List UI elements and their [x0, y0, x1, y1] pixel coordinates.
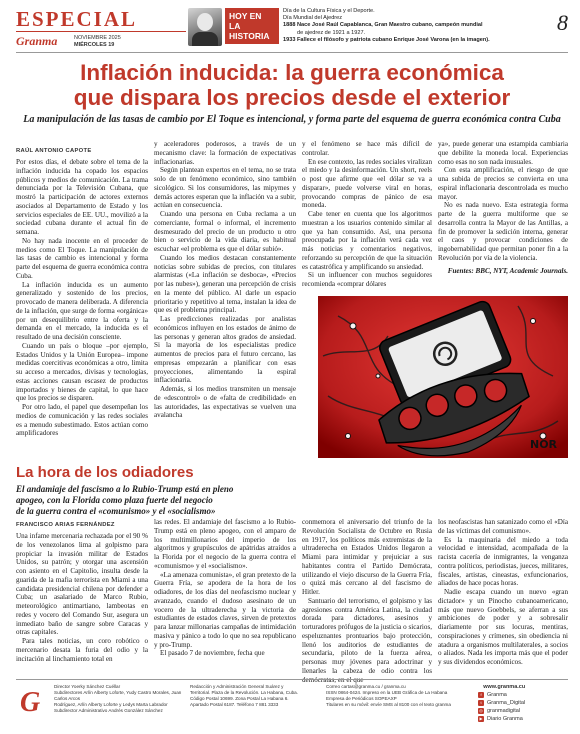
header-divider — [16, 52, 568, 53]
article-author: RAÚL ANTONIO CAPOTE — [16, 148, 92, 154]
paragraph: conmemora el aniversario del triunfo de la Revolución Socialista de Octubre en Rusia en 1917, los políticos más extremistas de la ultraderecha en Estados Unidos llegaron a Miami para intimidar y prejuiciar a sus habitantes contra el Partido Demócrata, utilizando el viejo discurso de la Guerra Fría, o quizá más cercano al del fascismo de Hitler. — [302, 518, 432, 596]
dek-line: de la guerra contra el «comunismo» y el «socialismo» — [16, 506, 216, 516]
paragraph: La inflación inducida es un aumento generalizado y sostenido de los precios, provocado de manera deliberada. A diferencia de la inflación, que surge de forma «orgánica» por un desequilibrio entre la oferta y la demanda en el mercado, la inducida es el resultado de una decisión consciente. — [16, 280, 148, 341]
history-event: 1888 Nace José Raúl Capablanca, Gran Maestro cubano, campeón mundial — [283, 22, 483, 29]
social-instagram[interactable] — [478, 707, 525, 715]
footer-staff — [54, 684, 184, 714]
facebook-icon: f — [478, 692, 484, 698]
social-label: Diario Granma — [487, 716, 523, 722]
article1-column-4 — [438, 140, 568, 275]
paragraph: Cuando los medios destacan constantemente noticias sobre subidas de precios, con titulares alarmistas («La inflación se desboca», «Precios por las nubes»), generan una percepción de crisis en la mente del público. Al darle un espacio prioritario y repetitivo al tema, instalan la idea de que es el problema principal. — [154, 253, 296, 315]
paragraph: Cabe tener en cuenta que los algoritmos muestran a los usuarios contenido similar al que ya han consumido. Así, una persona preocupada por la inflación verá cada vez más noticias y comentarios negativos, reforzando su percepción de que la situación es catastrófica y amplificando su ansiedad. — [302, 210, 432, 271]
article-headline — [16, 60, 568, 110]
social-links — [478, 683, 525, 723]
footer-line: Subdirectores Arlín Alberty Loforte, Yudy Castro Morales, Juan Carlos Arcos — [54, 690, 182, 701]
history-event: 1933 Fallece el filósofo y patriota cubano Enrique José Varona (en la imagen). — [283, 36, 490, 43]
youtube-icon: ▶ — [479, 716, 483, 721]
paragraph: Cuando una persona en Cuba reclama a un comerciante, formal o informal, el incremento desmesurado del precio de un producto u otro bien o servicio de la vida diaria, es habitual escuchar «el problema es que el dólar subió». — [154, 210, 296, 253]
social-label: granmadigital — [487, 708, 521, 714]
article2-column-1 — [16, 532, 148, 663]
paragraph: Santuario del terrorismo, el golpismo y las agresiones contra América Latina, la ciudad dorada para dictadores, asesinos y torturadores prófugos de la justicia o sicarios, espeluznantes prontuarios bajo protección, llenó los auditorios de estudiantes de secundaria, piloto de la fuerza aérea, personas muy jóvenes para adoctrinar y llenarles la cabeza de odio contra los demócratas, en el que — [302, 596, 432, 684]
paragraph: Con esta amplificación, el riesgo de que una subida de precios se convierta en una espiral inflacionaria descontrolada es mucho mayor. — [438, 166, 568, 201]
twitter-icon: t — [478, 700, 484, 706]
paragraph: Las predicciones realizadas por analistas económicos influyen en los estados de ánimo de las personas y generan altos grados de ansiedad. Si la mayoría de los especialistas predice aumentos de precios para el futuro cercano, las empresas empezarán a planificar con esas proyecciones, alimentando la espiral inflacionaria. — [154, 315, 296, 385]
dek-line: apogeo, con la Florida como plaza fuerte del negocio — [16, 495, 213, 505]
footer-line: Empresa de Periódicos SOPEAXP — [326, 696, 397, 701]
brass-knuckles-phone-illustration — [318, 296, 568, 458]
section-title: ESPECIAL — [16, 7, 138, 31]
page-number: 8 — [557, 10, 568, 35]
paragraph: Es la maquinaria del miedo a toda velocidad e intensidad, acompañada de la racista cacería de inmigrantes, la venganza contra políticos, periodistas, jueces, militares, fiscales, artistas, cineastas, exfuncionarios, aliados de hace pocas horas. — [438, 535, 568, 588]
footer-line: Territorial. Plaza de la Revolución. La Habana, Cuba. — [190, 690, 299, 695]
history-event: de ajedrez de 1921 a 1927. — [297, 29, 366, 36]
footer-line: Código Postal 10699. Zona Postal La Habana 6. — [190, 696, 289, 701]
paragraph: En ese contexto, las redes sociales viralizan el miedo y la desinformación. Un short, reels o post que afirme que «el dólar se va a disparar», puede volverse viral en horas, provocando compras de pánico de esa moneda. — [302, 157, 432, 210]
issue-month: NOVIEMBRE 2025 — [74, 35, 121, 41]
paragraph: Además, si los medios transmiten un mensaje de «descontrol» o de «falta de credibilidad» en las autoridades, las expectativas se vuelven una avalancha — [154, 385, 296, 420]
masthead-info — [16, 31, 186, 49]
granma-logo: Granma — [16, 34, 58, 48]
footer-line: Rodríguez, Arlín Alberty Loforte y Ledys Marta Labrador — [54, 702, 168, 707]
masthead — [16, 8, 186, 49]
hoy-label-line1: HOY EN LA — [229, 11, 262, 31]
paragraph: y aceleradores poderosos, a través de un mecanismo clave: la formación de expectativas inflacionarias. — [154, 140, 296, 166]
footer-line: ISSN 0864-0424. Impreso en la UEB Gráfica de La Habana — [326, 690, 448, 695]
history-events — [283, 8, 533, 44]
history-event: Día Mundial del Ajedrez — [283, 15, 343, 22]
footer-line: Apartado Postal 6187. Teléfono 7 881 3333 — [190, 702, 279, 707]
paragraph: los neofascistas han satanizado como el «Día de las víctimas del comunismo». — [438, 518, 568, 535]
article1-column-2 — [154, 140, 296, 420]
paragraph: Una infame mercenaria rechazada por el 90 % de los venezolanos lima al golpismo para propiciar la invasión militar de Estados Unidos, su patrón; y otorgar una ascensión con asiento en el Capitolio, insulta desde la guarida de la mafia terrorista en Miami a una candidata presidencial chilena por defender a Cuba; un asalariado de Marco Rubio, meteorológico antimartiano, lambeotas en redes y vocero del Comando Sur, asegura un inmediato baño de sangre sobre Caracas y otras capitales. — [16, 532, 148, 637]
paragraph: Por otro lado, el papel que desempeñan los medios de comunicación y las redes sociales es a menudo subestimado. Estos actúan como amplificadores — [16, 403, 148, 438]
paragraph: Nadie escapa cuando un nuevo «gran dictador» y un Pinocho cubanoamericano, más que nuevo Goebbels, se aferran a sus ambiciones de poder y a sobresalir diariamente por sus locuras, mentiras, conspiraciones y crímenes, sin obediencia ni atadura a organismos multilaterales, a socios o aliados. Nada les importa más que el poder y sus dividendos económicos. — [438, 588, 568, 666]
social-label: Granma — [487, 692, 507, 698]
paragraph: Según plantean expertos en el tema, no se trata solo de un fenómeno económico, sino también sicológico. Si los consumidores, las mipymes y demás actores esperan que la inflación va a subir, actúan en consecuencia. — [154, 166, 296, 210]
social-label: Granma_Digital — [487, 700, 526, 706]
headline-line2: que dispara los precios desde el exterior — [73, 85, 511, 110]
issue-date — [74, 35, 121, 49]
article-subheadline: La manipulación de las tasas de cambio por El Toque es intencional, y forma parte del esquema de guerra económica contra Cuba — [23, 114, 561, 125]
article1-column-1 — [16, 158, 148, 438]
paragraph: Cuando un país o bloque –por ejemplo, Estados Unidos y la Unión Europea– impone medidas coercitivas económicas a otro, limita su acceso a mercados, divisas y tecnologías, estas acciones causan escasez de productos importados y bienes de capital, lo que hace que los precios se disparen. — [16, 341, 148, 403]
headline-line1: Inflación inducida: la guerra económica — [80, 60, 504, 85]
paragraph: ya», puede generar una estampida cambiaria que debilite la moneda local. Experiencias como esas no son nada inusuales. — [438, 140, 568, 166]
footer-address — [190, 684, 320, 708]
granma-footer-logo: G — [20, 687, 41, 718]
paragraph: El pasado 7 de noviembre, fecha que — [160, 649, 265, 658]
paragraph: «La amenaza comunista», el gran pretexto de la Guerra Fría, se apodera de la hora de los odiadores, de los días del neofascismo nuclear y avanzado, cuando el dudoso asesinato de un vocero de la ultraderecha y la victoria de estudiantes de estados claves, sirven de pretextos para lanzar millonarias campañas de intimidación masiva y pánico a todo lo que no sea republicano y pro-Trump. — [154, 570, 296, 649]
article1-column-3 — [302, 140, 432, 289]
footer-line: Director Yoerky Sánchez Cuéllar — [54, 684, 121, 689]
footer-line: Redacción y Administración General Suárez y — [190, 684, 284, 689]
artist-signature: NOR — [530, 438, 558, 451]
footer-line: Titulares en su móvil: envíe SMS al 8100 con el texto granma — [326, 702, 451, 707]
social-twitter[interactable] — [478, 699, 525, 707]
illustration-svg — [318, 296, 568, 458]
instagram-icon: ◎ — [479, 708, 483, 713]
hoy-en-la-historia-label — [225, 8, 279, 44]
social-youtube[interactable] — [478, 715, 525, 723]
article2-headline: La hora de los odiadores — [16, 464, 194, 481]
paragraph: Si un influencer con muchos seguidores recomienda «comprar dólares — [302, 271, 432, 288]
article2-author: FRANCISCO ARIAS FERNÁNDEZ — [16, 522, 115, 528]
issue-day: MIÉRCOLES 19 — [74, 42, 115, 48]
article2-column-4 — [438, 518, 568, 667]
footer-contact — [326, 684, 474, 708]
social-facebook[interactable] — [478, 691, 525, 699]
history-event: Día de la Cultura Física y el Deporte. — [283, 8, 375, 14]
website-link[interactable]: www.granma.cu — [483, 684, 526, 690]
paragraph: y el fenómeno se hace más difícil de controlar. — [302, 140, 432, 157]
varona-portrait-image — [188, 8, 222, 46]
paragraph: Por estos días, el debate sobre el tema de la inflación inducida ha copado los espacios públicos y medios de comunicación. La trama denunciada por la Televisión Cubana, que mostró la participación de actores externos asociados al Departamento de Estado y los servicios especiales de EE. UU., movilizó a la sociedad cubana durante el actual fin de semana. — [16, 158, 148, 236]
paragraph: las redes. El andamiaje del fascismo a lo Rubio-Trump está en pleno apogeo, con el amparo de los multimillonarios del imperio de los algoritmos y grupúsculos de apátridas atraídos a la Florida por el negocio de la guerra contra el «comunismo» y el «socialismo». — [154, 518, 296, 570]
paragraph: Para tales noticias, un coro robótico o mercenario desata la furia del odio y la incitación al linchamiento total en — [16, 637, 148, 663]
article2-column-2 — [154, 518, 296, 658]
paragraph: No es nada nuevo. Esta estrategia forma parte de la guerra multiforme que se desarrolla contra la Mayor de las Antillas, a fin de promover la sedición interna, generar el caos y provocar condiciones de ingobernabilidad que permitan poner fin a la Revolución por vía de la violencia. — [438, 201, 568, 262]
footer-line: Correo cartas@granma.cu / granma.cu — [326, 684, 406, 689]
footer-line: Subdirector Administrativo Andrés González Sánchez — [54, 708, 163, 713]
dek-line: El andamiaje del fascismo a lo Rubio-Trump está en pleno — [16, 484, 234, 494]
article2-column-3 — [302, 518, 432, 684]
article2-subheadline — [16, 484, 316, 517]
article-sources: Fuentes: BBC, NYT, Academic Journals. — [447, 266, 568, 275]
footer-divider — [16, 679, 568, 680]
hoy-label-line2: HISTORIA — [229, 31, 270, 41]
paragraph: No hay nada inocente en el proceder de medios como El Toque. La manipulación de las tasas de cambio es intencional y forma parte del esquema de guerra económica contra Cuba. — [16, 236, 148, 280]
